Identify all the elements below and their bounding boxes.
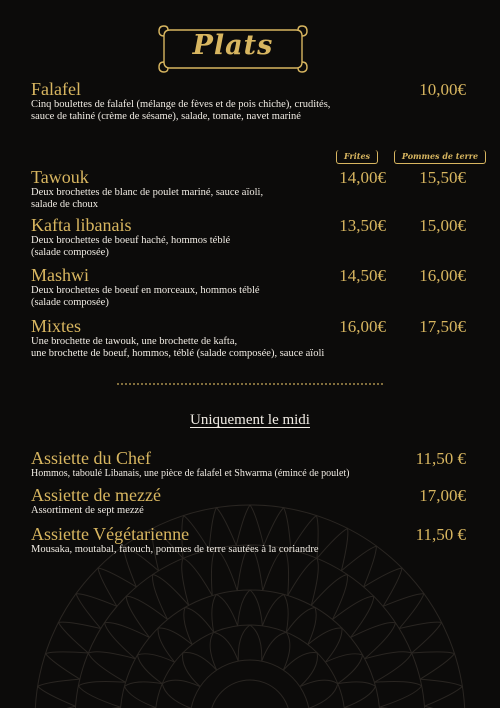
item-falafel-name: Falafel — [31, 79, 81, 99]
column-header-frites: Frites — [336, 150, 378, 164]
item-falafel-desc-2: sauce de tahiné (crème de sésame), salade, tomate, navet mariné — [31, 111, 301, 122]
item-kafta-desc-1: Deux brochettes de boeuf haché, hommos téblé — [31, 235, 231, 246]
item-assiette-chef-name: Assiette du Chef — [31, 448, 151, 468]
item-assiette-mezze-name: Assiette de mezzé — [31, 485, 161, 505]
section-title-midi: Uniquement le midi — [190, 412, 310, 428]
dotted-divider — [116, 382, 384, 386]
item-mixtes-name: Mixtes — [31, 316, 82, 336]
item-mixtes-desc-1: Une brochette de tawouk, une brochette de kafta, — [31, 336, 238, 347]
item-mixtes-price-pommes: 17,50€ — [419, 317, 466, 336]
item-assiette-mezze-desc: Assortiment de sept mezzé — [31, 505, 144, 516]
item-assiette-vegetarienne-desc: Mousaka, moutabal, fatouch, pommes de terre sautées à la coriandre — [31, 544, 319, 555]
item-tawouk-name: Tawouk — [31, 167, 89, 187]
item-falafel-desc-1: Cinq boulettes de falafel (mélange de fèves et de pois chiche), crudités, — [31, 99, 331, 110]
item-assiette-mezze-price: 17,00€ — [419, 486, 466, 505]
column-header-pommes: Pommes de terre — [394, 150, 486, 164]
item-mashwi-desc-1: Deux brochettes de boeuf en morceaux, hommos téblé — [31, 285, 260, 296]
menu-title: Plats — [192, 30, 274, 61]
item-assiette-vegetarienne-name: Assiette Végétarienne — [31, 524, 190, 544]
item-mashwi-price-frites: 14,50€ — [339, 266, 386, 285]
item-assiette-chef-price: 11,50 € — [415, 449, 466, 468]
item-tawouk-price-frites: 14,00€ — [339, 168, 386, 187]
item-tawouk-desc-2: salade de choux — [31, 199, 99, 210]
item-mixtes-desc-2: une brochette de boeuf, hommos, téblé (salade composée), sauce aïoli — [31, 348, 325, 359]
item-tawouk-desc-1: Deux brochettes de blanc de poulet mariné, sauce aïoli, — [31, 187, 264, 198]
item-assiette-vegetarienne-price: 11,50 € — [415, 525, 466, 544]
item-mashwi-desc-2: (salade composée) — [31, 297, 109, 308]
item-assiette-chef-desc: Hommos, taboulé Libanais, une pièce de falafel et Shwarma (émincé de poulet) — [31, 468, 350, 479]
item-kafta-desc-2: (salade composée) — [31, 247, 109, 258]
item-kafta-price-frites: 13,50€ — [339, 216, 386, 235]
item-mashwi-name: Mashwi — [31, 265, 89, 285]
item-mashwi-price-pommes: 16,00€ — [419, 266, 466, 285]
item-kafta-name: Kafta libanais — [31, 215, 132, 235]
item-tawouk-price-pommes: 15,50€ — [419, 168, 466, 187]
item-falafel-price: 10,00€ — [419, 80, 466, 99]
item-mixtes-price-frites: 16,00€ — [339, 317, 386, 336]
item-kafta-price-pommes: 15,00€ — [419, 216, 466, 235]
